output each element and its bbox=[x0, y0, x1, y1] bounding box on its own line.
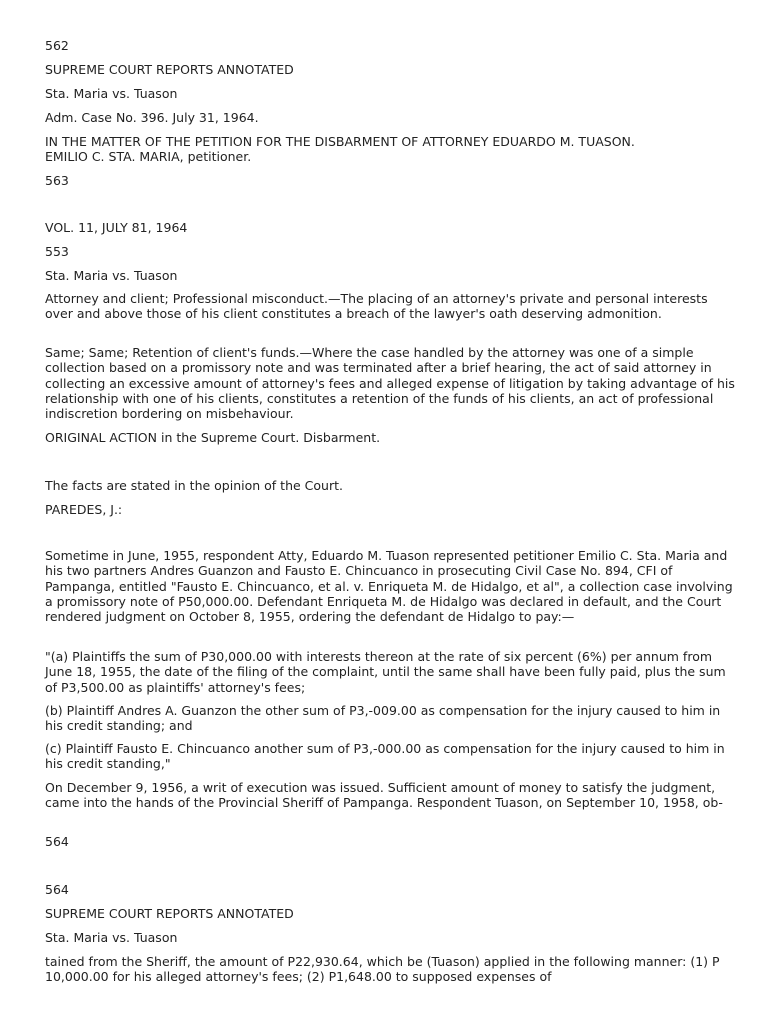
report-header: SUPREME COURT REPORTS ANNOTATED bbox=[45, 906, 294, 921]
body-paragraph: tained from the Sheriff, the amount of P22,930.64, which be (Tuason) applied in the following manner: (1) P 10,000.00 for his alleged attorney's fees; (2) P1,648.00 to supposed expenses of bbox=[45, 954, 720, 985]
body-paragraph: On December 9, 1956, a writ of execution was issued. Sufficient amount of money to satisfy the judgment, came into the hands of the Provincial Sheriff of Pampanga. Respondent Tuason, on September 10, 1958, ob- bbox=[45, 780, 723, 811]
original-action: ORIGINAL ACTION in the Supreme Court. Disbarment. bbox=[45, 430, 381, 445]
page-number: 553 bbox=[45, 244, 69, 259]
case-number: Adm. Case No. 396. July 31, 1964. bbox=[45, 110, 259, 125]
page-number: 564 bbox=[45, 882, 69, 897]
judgment-item-b: (b) Plaintiff Andres A. Guanzon the other sum of P3,-009.00 as compensation for the injury caused to him in his credit standing; and bbox=[45, 703, 721, 734]
body-paragraph: Sometime in June, 1955, respondent Atty, Eduardo M. Tuason represented petitioner Emilio C. Sta. Maria and his two partners Andres Guanzon and Fausto E. Chincuanco in prosecuting Civil Case No. 894, CFI of Pampanga, entitled "Fausto E. Chincuanco, et al. v. Enriqueta M. de Hidalgo, et al", a collection case involving a promissory note of P50,000.00. Defendant Enriqueta M. de Hidalgo was declared in default, and the Court rendered judgment on October 8, 1955, ordering the defendant de Hidalgo to pay:— bbox=[45, 548, 733, 625]
petitioner-line: EMILIO C. STA. MARIA, petitioner. bbox=[45, 149, 252, 164]
report-header: SUPREME COURT REPORTS ANNOTATED bbox=[45, 62, 294, 77]
matter-line: IN THE MATTER OF THE PETITION FOR THE DISBARMENT OF ATTORNEY EDUARDO M. TUASON. bbox=[45, 134, 635, 149]
case-title: Sta. Maria vs. Tuason bbox=[45, 930, 178, 945]
justice-name: PAREDES, J.: bbox=[45, 502, 123, 517]
syllabus-paragraph: Same; Same; Retention of client's funds.—Where the case handled by the attorney was one of a simple collection based on a promissory note and was terminated after a brief hearing, the act of said attorney in collecting an excessive amount of attorney's fees and alleged expense of litigation by taking advantage of his relationship with one of his clients, constitutes a retention of the funds of his clients, an act of professional indiscretion bordering on misbehaviour. bbox=[45, 345, 735, 422]
volume-line: VOL. 11, JULY 81, 1964 bbox=[45, 220, 188, 235]
footer-page-number: 564 bbox=[45, 834, 69, 849]
judgment-item-c: (c) Plaintiff Fausto E. Chincuanco another sum of P3,-000.00 as compensation for the injury caused to him in his credit standing," bbox=[45, 741, 725, 772]
facts-statement: The facts are stated in the opinion of the Court. bbox=[45, 478, 343, 493]
footer-page-number: 563 bbox=[45, 173, 69, 188]
case-title: Sta. Maria vs. Tuason bbox=[45, 86, 178, 101]
judgment-item-a: "(a) Plaintiffs the sum of P30,000.00 with interests thereon at the rate of six percent (6%) per annum from June 18, 1955, the date of the filing of the complaint, until the same shall have been fully paid, plus the sum of P3,500.00 as plaintiffs' attorney's fees; bbox=[45, 649, 726, 695]
page-number: 562 bbox=[45, 38, 69, 53]
case-title: Sta. Maria vs. Tuason bbox=[45, 268, 178, 283]
syllabus-paragraph: Attorney and client; Professional misconduct.—The placing of an attorney's private and personal interests over and above those of his client constitutes a breach of the lawyer's oath deserving admonition. bbox=[45, 291, 708, 322]
